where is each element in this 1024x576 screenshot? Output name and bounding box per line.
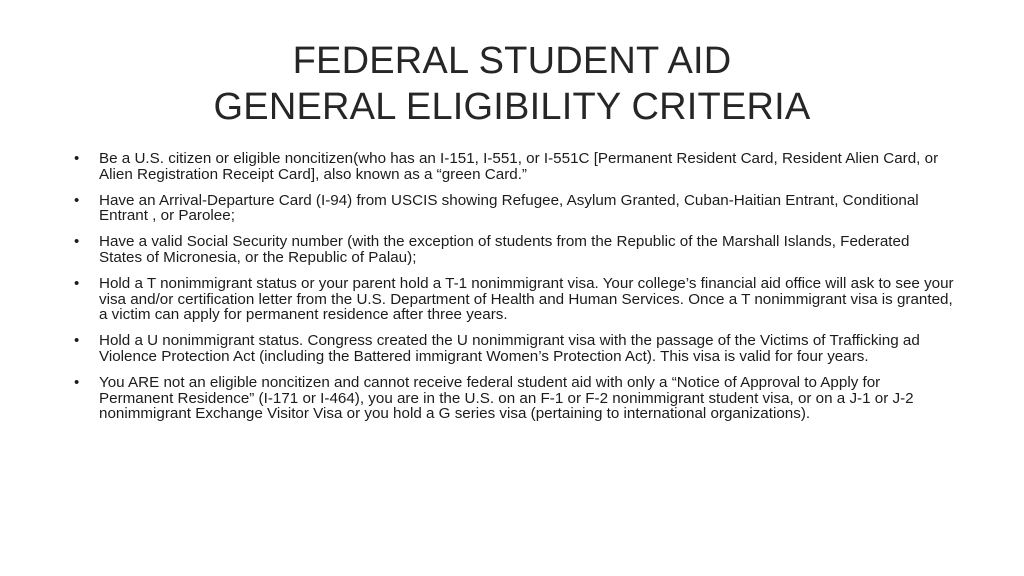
bullet-marker: • bbox=[74, 274, 80, 292]
bullet-item-u-visa bbox=[74, 333, 954, 365]
title-line-1: FEDERAL STUDENT AID bbox=[292, 40, 732, 82]
bullet-item-arrival-departure bbox=[74, 193, 954, 225]
bullet-item-not-eligible bbox=[74, 375, 954, 422]
bullet-text: Have an Arrival-Departure Card (I-94) from USCIS showing Refugee, Asylum Granted, Cuban-Haitian Entrant, Conditional Entrant , or Parolee; bbox=[99, 191, 919, 225]
bullet-text: You ARE not an eligible noncitizen and cannot receive federal student aid with only a “Notice of Approval to Apply for Permanent Residence” (I-171 or I-464), you are in the U.S. on an F-1 or F-2 nonimmigrant student visa, or on a J-1 or J-2 nonimmigrant Exchange Visitor Visa or you hold a G series visa (pertaining to international organizations). bbox=[99, 373, 914, 423]
bullet-list bbox=[74, 151, 954, 432]
bullet-text: Have a valid Social Security number (with the exception of students from the Republic of the Marshall Islands, Federated States of Micronesia, or the Republic of Palau); bbox=[99, 233, 910, 266]
bullet-item-t-visa bbox=[74, 276, 954, 323]
bullet-marker: • bbox=[74, 233, 80, 251]
bullet-marker: • bbox=[74, 191, 80, 209]
bullet-marker: • bbox=[74, 332, 80, 350]
bullet-text: Hold a T nonimmigrant status or your parent hold a T-1 nonimmigrant visa. Your college’s financial aid office will ask to see your visa and/or certification letter from the U.S. Department of Health and Human Services. Once a T nonimmigrant visa is granted, a victim can apply for permanent residence after three years. bbox=[99, 274, 954, 324]
bullet-marker: • bbox=[74, 150, 80, 167]
title-line-2: GENERAL ELIGIBILITY CRITERIA bbox=[213, 86, 811, 128]
slide-title bbox=[60, 38, 964, 130]
bullet-text: Hold a U nonimmigrant status. Congress created the U nonimmigrant visa with the passage of the Victims of Trafficking ad Violence Protection Act (including the Battered immigrant Women’s Protection Act). This visa is valid for four years. bbox=[99, 332, 920, 365]
bullet-text: Be a U.S. citizen or eligible noncitizen(who has an I-151, I-551, or I-551C [Permanent Resident Card, Resident Alien Card, or Alien Registration Receipt Card], also known as a “green Card.” bbox=[99, 150, 939, 183]
bullet-item-ssn bbox=[74, 234, 954, 266]
bullet-item-citizen bbox=[74, 151, 954, 183]
bullet-marker: • bbox=[74, 373, 80, 391]
